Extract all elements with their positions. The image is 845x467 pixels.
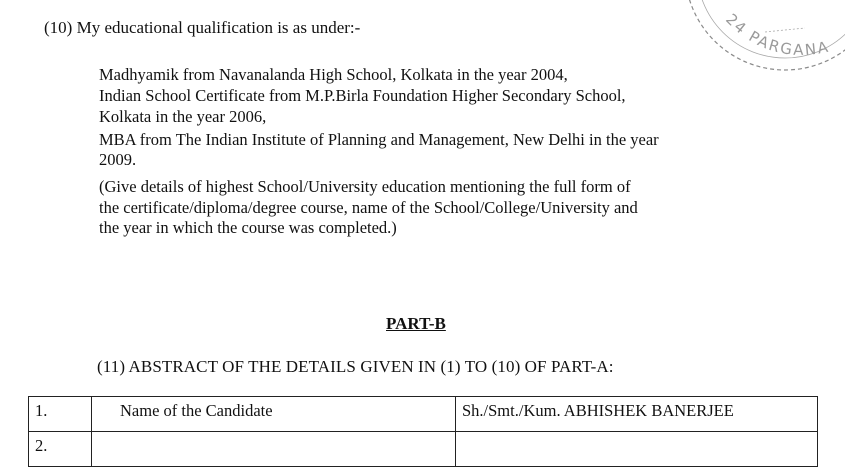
row-number: 2.: [29, 432, 92, 467]
qualification-line: 2009.: [99, 150, 137, 169]
table-row: [29, 432, 818, 467]
qualification-line: Madhyamik from Navanalanda High School, Kolkata in the year 2004,: [99, 65, 568, 84]
abstract-table: [28, 396, 818, 467]
part-title: PART-B: [386, 314, 446, 333]
qualification-line: MBA from The Indian Institute of Planning and Management, New Delhi in the year: [99, 130, 659, 149]
qualification-heading: (10) My educational qualification is as under:-: [44, 18, 361, 37]
abstract-heading: (11) ABSTRACT OF THE DETAILS GIVEN IN (1) TO (10) OF PART-A:: [97, 357, 614, 376]
instruction-line: the certificate/diploma/degree course, name of the School/College/University and: [99, 198, 638, 217]
row-number: 1.: [29, 397, 92, 432]
row-label: [92, 432, 456, 467]
instruction-line: the year in which the course was completed.): [99, 218, 397, 237]
instruction-line: (Give details of highest School/University education mentioning the full form of: [99, 177, 631, 196]
row-value: [456, 432, 818, 467]
row-value: Sh./Smt./Kum. ABHISHEK BANERJEE: [456, 397, 818, 432]
table-row: [29, 397, 818, 432]
official-seal-stamp: [655, 0, 845, 80]
svg-text:24 PARGANAS: 24 PARGANA: [722, 10, 832, 59]
row-label: Name of the Candidate: [92, 397, 456, 432]
qualification-line: Kolkata in the year 2006,: [99, 107, 267, 126]
qualification-line: Indian School Certificate from M.P.Birla Foundation Higher Secondary School,: [99, 86, 626, 105]
